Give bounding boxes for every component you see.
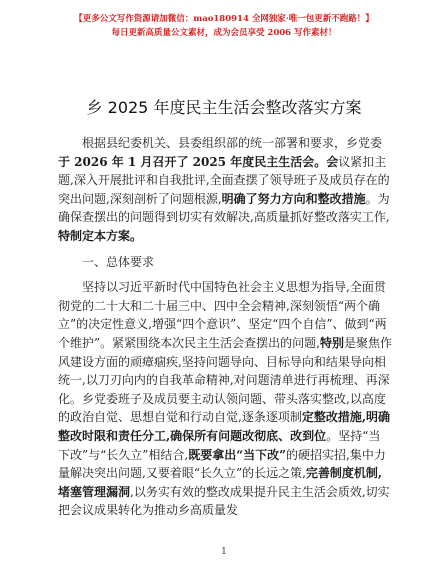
intro-text-e: 。为确保查摆出的问题得到切实有效解决,高质量抓好整改落实工作,: [58, 191, 390, 225]
s1-text-c: 是聚焦作风建设方面的顽瘴痼疾,坚持问题导向、目标导向和结果导向相统一,以刀刃向内的自我革命精神,对问题清单进行再梳理、再深化。乡党委班子及成员要主动认领问题、带头落实整改,以高度的政治自觉、思想自觉和行动自觉,逐条逐项制: [58, 335, 392, 425]
promo-line-1: 【更多公文写作资源请加微信：mao180914 全网独家·唯一包更新不跑路！】: [74, 14, 374, 24]
intro-text-c: 议紧扣主题,深入开展批评和自我批评,全面查摆了领导班子及成员存在的突出问题,深刻剖析了问题根源,: [58, 154, 390, 206]
section-1-paragraph: [58, 278, 392, 520]
document-body: [58, 134, 392, 520]
s1-text-i: ,以务实有效的整改成果提升民主生活会质效,切实把会议成果转化为推动乡高质量发: [58, 484, 390, 518]
section-1-heading: 一、总体要求: [82, 254, 155, 269]
intro-text-d: 明确了努力方向和整改措施: [221, 191, 366, 206]
document-title: 乡 2025 年度民主生活会整改落实方案: [86, 98, 362, 117]
page-number: 1: [221, 547, 227, 557]
promo-banner: [0, 12, 448, 40]
s1-text-d: 定整改措施,明确整改时限和责任分工,确保所有问题改彻底、改到位: [58, 410, 391, 443]
s1-text-b: 特别: [319, 335, 344, 350]
s1-text-a: 坚持以习近平新时代中国特色社会主义思想为指导,全面贯彻党的二十大和二十届三中、四中全会精神,深刻领悟“两个确立”的决定性意义,增强“四个意识”、坚定“四个自信”、做到“两个维护”。紧紧围绕本次民主生活会查摆出的问题,: [58, 280, 387, 350]
intro-text-f: 特制定本方案。: [58, 228, 143, 243]
promo-line-2: 每日更新高质量公文素材，成为会员享受 2006 写作素材！: [111, 28, 337, 38]
s1-text-e: 。坚持“当下改”与“长久立”相结合,: [58, 428, 381, 462]
s1-text-g: 的硬招实招,集中力量解决突出问题,又要着眼“长久立”的长远之策,: [58, 447, 386, 481]
s1-text-f: 既要拿出“当下改”: [188, 447, 287, 462]
intro-text-a: 根据县纪委机关、县委组织部的统一部署和要求，乡党委: [82, 136, 383, 150]
s1-text-h: 完善制度机制,堵塞管理漏洞: [58, 466, 383, 499]
intro-paragraph: [58, 134, 392, 246]
intro-text-b: 于 2026 年 1 月召开了 2025 年度民主生活会。会: [58, 154, 339, 169]
